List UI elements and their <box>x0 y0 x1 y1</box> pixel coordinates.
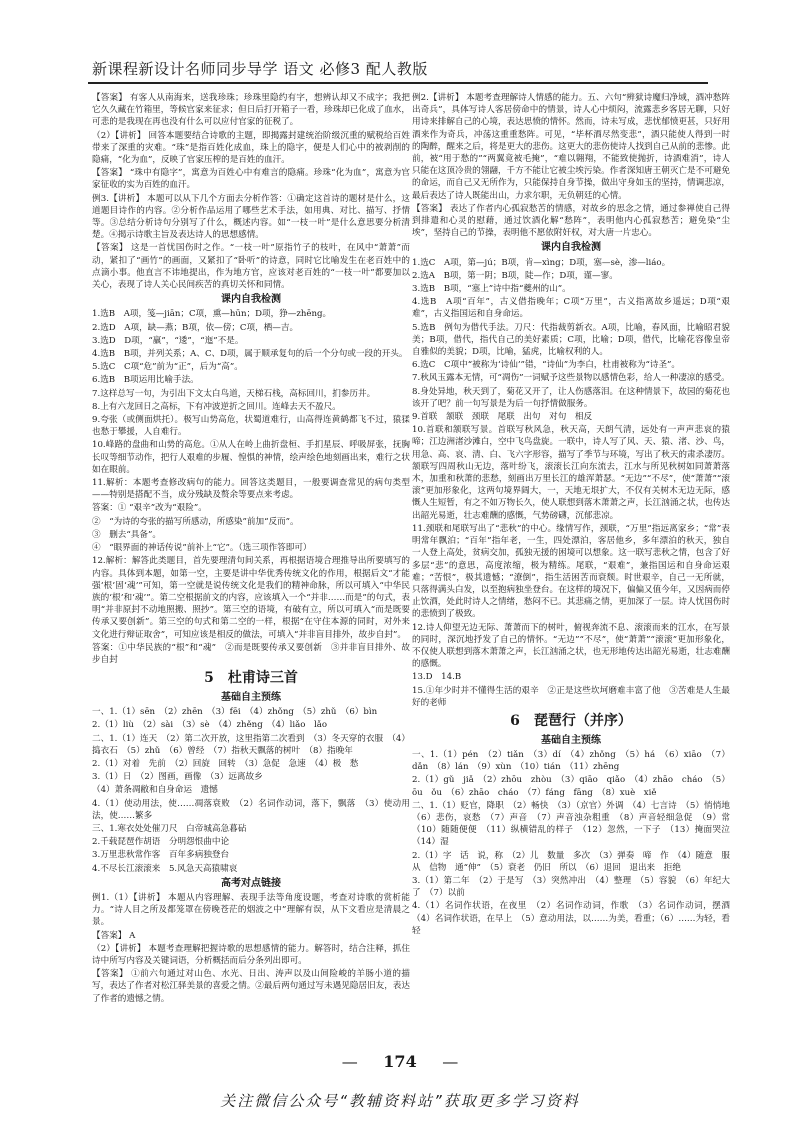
answer-paragraph: 一、1.（1）sēn （2）zhēn （3）fēi （4）zhǒng （5）zhǔ （6）bìn <box>92 707 378 718</box>
answer-paragraph: 8.身处异地，秋天到了，菊花又开了，让人伤感落泪。在这种情景下，故园的菊花也该开了吧？前一句写景是为后一句抒情做服务。 <box>412 386 730 409</box>
answer-paragraph: 【答案】 A <box>92 930 136 941</box>
right-column <box>412 92 739 1037</box>
section-heading: 高考对点链接 <box>221 877 281 889</box>
answer-paragraph: 二、1.（1）贬官，降职 （2）畅快 （3）（京官）外调 （4）七言诗 （5）悄悄地 （6）悲伤，哀愁 （7）声音 （7）声音浊杂粗重 （8）声音轻细急促 （9）常 （10）随随便便 （11）纵横错乱的样子 （12）忽然，一下子 （13）掩面哭泣 （14）湿 <box>412 800 739 848</box>
answer-paragraph: 5.选C C项“危”前为“正”，后为“高”。 <box>92 362 243 373</box>
section-heading: 基础自主预练 <box>541 734 601 746</box>
answer-paragraph: ② “为诗的夸张的描写所感动，所感染”前加“反而”。 <box>92 516 299 527</box>
answer-paragraph: 2.（1）对着 先前 （2）回旋 回转 （3）急促 急速 （4）极 愁 <box>92 759 359 769</box>
answer-paragraph: 2.（1）liù （2）sài （3）sè （4）zhěng （4）liǎo lǎo <box>92 720 328 731</box>
answer-paragraph: 2.（1）gǔ jiǎ （2）zhōu zhòu （3）qiāo qiǎo （4）zhāo cháo （5）ōu ǒu （6）zhāo cháo （7）fáng fāng （8）xuè xiě <box>412 775 730 798</box>
section-heading: 基础自主预练 <box>221 692 281 703</box>
answer-paragraph: 三、1.寒衣处处催刀尺 白帝城高急暮砧 <box>92 824 247 835</box>
answer-paragraph: 3.选B B项，“塞上”诗中指“夔州的山”。 <box>412 284 571 295</box>
answer-paragraph: 3.（1）第二年 （2）于是写 （3）突然冲出 （4）整理 （5）容貌 （6）年纪大了 （7）以前 <box>412 876 730 899</box>
answer-paragraph: 8.上有六龙回日之高标，下有冲波逆折之回川。连峰去天不盈尺。 <box>92 401 341 412</box>
answer-paragraph: （2）【讲析】 回答本题要结合诗歌的主题，即揭露封建统治阶级沉重的赋税给百姓带来了深重的灾难。“珠”是指百姓化成血，珠上的隐字，便是人们心中的被剥削的隐痛，“化为血”，反映了官家压榨的是百姓的血汗。 <box>92 130 410 166</box>
page-number-dash-left: — <box>341 1052 358 1071</box>
answer-paragraph: 13.D 14.B <box>412 672 462 683</box>
answer-paragraph: 5.选B 例句为借代手法。刀尺：代指裁剪新衣。A项，比喻，春风面，比喻昭君貌美；B项，借代，指代自己的美好素质；C项，比喻；D项，借代，比喻花容像皇帝自雅似的美貌；D项，比喻，猛虎，比喻权利的人。 <box>412 322 730 358</box>
header-rule <box>88 82 708 84</box>
answer-paragraph: （4）萧条凋敝和自身命运 遗憾 <box>92 785 218 796</box>
answer-paragraph: 1.选B A项，笺—jiān；C项，熏—hūn；D项，狰—zhēng。 <box>92 309 332 320</box>
answer-paragraph: 10.峰路的盘曲和山势的高危。①从人在岭上曲折盘桓、手扪星辰、呼吸屏张，抚胸长叹等细节动作，把行人艰难的步履、惶惧的神情，绘声绘色地刻画出来，难行之状如在眼前。 <box>92 440 410 475</box>
answer-paragraph: 4.（1）使动用法，使……凋落衰败 （2）名词作动词，落下，飘落 （3）使动用法，使……繁多 <box>92 798 410 821</box>
answer-paragraph: 7.秋风玉露本无情，可“凋伤”一词赋予这些景物以感情色彩，给人一种凄凉的感受。 <box>412 373 730 384</box>
answer-paragraph: 例2.【讲析】 本题考查理解诗人情感的能力。五、六句“辨狱诗魔归净域，酒冲愁阵出奇兵”，具体写诗人客居傍命中的情景，诗人心中烦闷，流露悲乡客居无聊，只好用诗来排解自己的心境，表达思愤的情怀。然而，诗未写成，悲忧郁愤更甚，只好用酒来作为奇兵，冲荡这重重愁阵。可见，“毕杯酒尽然变悲”，酒只能使人得到一时的陶醉，醒来之后，将是更大的悲伤。这更大的悲伤使诗人找到自己从前的悲惨。此前，被“用于愁的”“两翼竟被毛掩”，“难以翱翔，不能致使抛折，诗酒难消”，诗人只能在这顶冷贵的翎翮，千方不能让它被尘埃污染。作者深知唐王朝灭亡是不可避免的命运，而自己又无所作为，只能保持自身节操，做出守身如玉的坚持，情调悲凉，最后表达了诗人既能出山，力求尔职，无负朝廷的心情。 <box>412 93 730 201</box>
answer-paragraph: 【答案】 表达了作者内心孤寂愁苦的情感，对故乡的思念之情，通过参禅使自己得到排遣和心灵的慰藉，通过饮酒化解“愁阵”，表明他内心孤寂愁苦；避免染“尘埃”，坚持自己的节操，表明他不愿依附奸权，对大唐一片忠心。 <box>412 203 730 239</box>
answer-paragraph: ③ 删去“具备”。 <box>92 529 161 540</box>
section-heading: 课内自我检测 <box>221 294 281 306</box>
answer-paragraph: 9.首联 颔联 颈联 尾联 出句 对句 相反 <box>412 412 593 423</box>
answer-paragraph: 4.选B A项“百年”，古义借指晚年；C项“万里”，古义指离故乡遥远；D项“艰难”，古义指国运和自身命运。 <box>412 297 730 320</box>
answer-paragraph: 10.首联和颔联写景。首联写秋风急，秋天高，天朗气清，远处有一声声悲哀的猿啼；江边洲渚沙滩白，空中飞鸟盘旋。一联中，诗人写了风、天、猿、渚、沙、鸟，用急、高、哀、清、白、飞六字形容，描写了季节与环境，写出了秋天的肃杀凄厉。颔联写四周秋山无边，落叶纷飞，滚滚长江向东流去，江水与所见秋树如同萧萧落木，加重和秋萧的悲愁，刻画出万里长江的雄浑萧瑟。“无边”“不尽”，使“萧萧”“滚滚”更加形象化，这两句境界阔大，一，天地无垠扩大，不仅有关树木无边无际，感慨人生短暂，有之不如万物长久，使人联想到落木萧萧之声，长江汹涌之状，也传达出韶光易逝，壮志难酬的感慨，气势磅礴，沉郁悲凉。 <box>412 425 730 521</box>
section-heading: 课内自我检测 <box>541 242 601 254</box>
lesson-title: 6 琵琶行（并序） <box>510 712 632 729</box>
answer-paragraph: 9.夸张（或侧面烘托）。极写山势高危，状蜀道难行，山高得连黄鹤都飞不过，猿猱也愁于攀援，人自难行。 <box>92 415 410 438</box>
answer-paragraph: 12.解析：解答此类题目，首先要理清句间关系，再根据语境合理推导出所要填写的内容。具体到本题，如第一空，主要是讲中华优秀传统文化的作用，根据后文“才能强‘根’固‘魂’”可知，第一空就是说传统文化是我们的精神命脉，所以可填入“中华民族的‘根’和‘魂’”。第二空根据前文的内容，应该填入一个“并非……而是”的句式，表明“并非原封不动地照搬、照抄”。第三空的语境，有破有立，所以可填入“而是既要传承又要创新”。第三空的句式和第二空的一样，根据“在守住本源的同时，对外来文化进行辩证取舍”，可知应该是相反的做法，可填入“并非盲目排外，故步自封”。 <box>92 556 410 640</box>
answer-paragraph: 答案：①中华民族的“根”和“魂” ②而是既要传承又要创新 ③并非盲目排外、故步自封 <box>92 642 410 665</box>
answer-paragraph: 3.万里悲秋常作客 百年多病独登台 <box>92 850 230 861</box>
answer-paragraph: 7.这样总写一句，为引出下文太白鸟道，天梯石栈，高标回川，扪参历井。 <box>92 388 376 399</box>
answer-paragraph: 15.①年少时并不懂得生活的艰辛 ②正是这些坎坷磨难丰富了他 ③苦难是人生最好的老师 <box>412 685 730 708</box>
answer-paragraph: 2.选A B项，第一阴；B项，陡—作；D项，谨—寥。 <box>412 270 618 281</box>
answer-paragraph: ④ “眼界面的神话传说”前补上“它”。（选三项作答即可） <box>92 543 312 554</box>
answer-paragraph: 6.选B B项运用比喻手法。 <box>92 375 199 386</box>
answer-paragraph: 11.解析：本题考查修改病句的能力。回答这类题目，一般要调查常见的病句类型——特别是搭配不当，成分残缺及赘余等要点来考虑。 <box>92 478 410 501</box>
answer-paragraph: 例1.（1）【讲析】 本题从内容理解、表现手法等角度设题，考查对诗歌的赏析能力。“诗人目之所及都笼罩在傍晚苍茫的烟波之中”理解有误，从下文看应是清晨之景。 <box>92 893 410 928</box>
answer-paragraph: 1.选C A项，第—jú；B项，肯—xìng；D项，塞—sè，渗—liáo。 <box>412 257 671 268</box>
answer-paragraph: 例3.【讲析】 本题可以从下几个方面去分析作答：①确定这首诗的题材是什么，这道题目诗作的内容。②分析作品运用了哪些艺术手法，如用典、对比、描写、抒情等。③总结分析诗句分别写了什么，概述内容。如“一枝一叶”是什么意思要分析清楚。④揭示诗歌主旨及表达诗人的思想感情。 <box>92 193 410 241</box>
answer-paragraph: 【答案】 有客人从南海来，送我珍珠；珍珠里隐约有字，想辨认却又不成字；我把它久久藏在竹箱里，等候官家来征求；但日后打开箱子一看，珍珠却已化成了血水，可悲的是我现在再也没有什么可以应付官家的征税了。 <box>92 93 410 128</box>
answer-paragraph: 4.选B B项，并列关系；A、C、D项，属于顺承复句的后一个分句或一段的开头。 <box>92 349 408 360</box>
answer-paragraph: 3.选D D项，“羸”，“逶”，“迤”不是。 <box>92 335 244 346</box>
page-number-dash-right: — <box>442 1052 459 1071</box>
answer-paragraph: 3.（1）日 （2）图画，画像 （3）远离故乡 <box>92 772 263 783</box>
answer-paragraph: 答案：① “艰辛”改为“艰险”。 <box>92 503 207 514</box>
answer-paragraph: 二、1.（1）连天 （2）第二次开放，这里指第二次看到 （3）冬天穿的衣服 （4）捣衣石 （5）zhǔ （6）曾经 （7）指秋天飘落的树叶 （8）指晚年 <box>92 733 410 756</box>
answer-paragraph: 【答案】 ①前六句通过对山色、水光、日出、涛声以及山间险峻的羊肠小道的描写，表达了作者对松江驿美景的喜爱之情。②最后两句通过写未遇见隐居旧友，表达了作者的遗憾之情。 <box>92 969 410 1004</box>
answer-paragraph: 一、1.（1）pén （2）tiǎn （3）dí （4）zhǒng （5）há （6）xiāo （7）dǎn （8）lán （9）xùn （10）tián （11）zhēng <box>412 750 730 773</box>
answer-paragraph: 2.千载琵琶作胡语 分明怨恨曲中论 <box>92 837 230 848</box>
answer-paragraph: 【答案】 这是一首忧国伤时之作。“一枝一叶”原指竹子的枝叶，在风中“萧萧”而动，紧扣了“画竹”的画面，又紧扣了“卧听”的诗意，同时它比喻发生在老百姓中的点滴小事。他直言不讳地提出，作为地方官，应该对老百姓的“一枝一叶”都要加以关心，表现了诗人关心民间疾苦的真切关怀和同情。 <box>92 243 410 291</box>
answer-paragraph: 6.选C C项中“被称为‘诗仙’”错，“诗仙”为李白，杜甫被称为“诗圣”。 <box>412 360 681 371</box>
page-header: 新课程新设计名师同步导学 语文 必修3 配人教版 <box>92 60 428 78</box>
answer-paragraph: 12.诗人仰望无边无际、萧萧而下的树叶，俯视奔流不息、滚滚而来的江水，在写景的同时，深沉地抒发了自己的情怀。“无边”“不尽”，使“萧萧”“滚滚”更加形象化，不仅使人联想到落木萧萧之声，长江汹涌之状，也无形地传达出韶光易逝，壮志难酬的感慨。 <box>412 622 730 670</box>
answer-paragraph: 【答案】 “珠中有隐字”，寓意为百姓心中有难言的隐痛。珍珠“化为血”，寓意为官家征收的实为百姓的血汗。 <box>92 168 410 191</box>
left-column <box>92 92 410 1037</box>
footer-note: 关注微信公众号“教辅资料站”获取更多学习资料 <box>220 1092 580 1110</box>
answer-paragraph: （2）【讲析】 本题考查理解把握诗歌的思想感情的能力。解答时，结合注释，抓住诗中所写内容及关键词语，分析概括而后分条列出即可。 <box>92 943 410 967</box>
page-number: 174 <box>383 1052 417 1071</box>
answer-paragraph: 2.选D A项，缺—燕；B项，依—傍；C项，栖—吉。 <box>92 322 299 333</box>
answer-paragraph: 4.（1）名词作状语，在夜里 （2）名词作动词，作歌 （3）名词作动词，摆酒 （4）名词作状语，在早上 （5）意动用法，以……为美，看重；（6）……为轻，看轻 <box>412 901 739 936</box>
answer-paragraph: 4.不尽长江滚滚来 5.风急天高猿啸哀 <box>92 863 238 874</box>
answer-paragraph: 2.（1）字 话 说，称 （2）儿 数量 多次 （3）弹奏 啼 作 （4）随意 服从 信物 通“伸” （5）衰老 仍旧 所以 （6）退回 退出来 拒绝 <box>412 850 730 873</box>
page-number-row <box>0 1052 800 1071</box>
answer-paragraph: 11.颈联和尾联写出了“悲秋”的中心。缘情写作，颈联，“万里”指远离家乡；“常”表明常年飘泊；“百年”指年老，一生，四处漂泊，客居他乡，多年漂泊的秋天，独自一人登上高处，贫病交加，孤独无援的困境可以想象。这一联写悲秋之情，包含了好多层“悲”的意思，高度浓缩，极为精练。尾联，“艰难”，兼指国运和自身命运艰难；“苦恨”，极其遗憾；“潦倒”，指生活困苦而衰颓。时世艰辛，自己一无所就，只落得满头白发，以至抱病独坐登台。在这样的境况下，偏偏又值今年，又因病而停止饮酒，处此时诗人之情绪，愁闷不已。其悲痛之情，更加深了一层。诗人忧国伤时的悲愤到了极致。 <box>412 523 730 620</box>
lesson-title: 5 杜甫诗三首 <box>204 670 298 687</box>
